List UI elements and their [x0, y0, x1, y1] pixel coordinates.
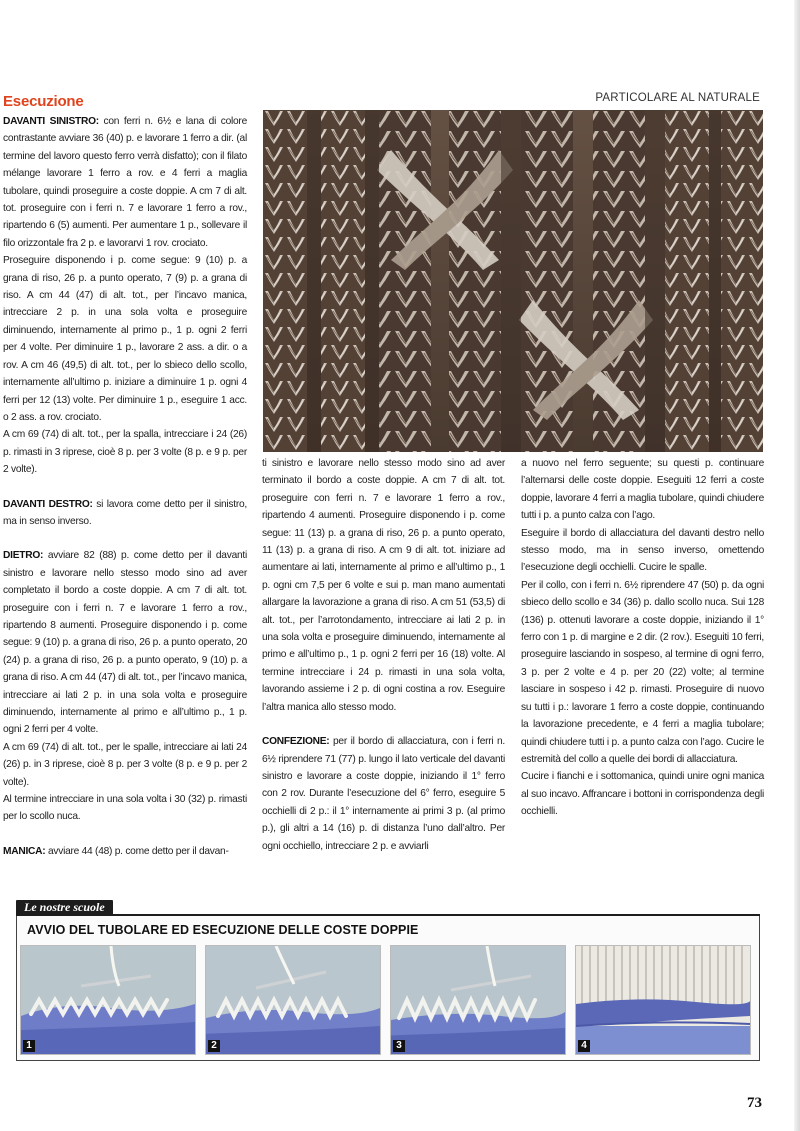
section-title: Esecuzione [3, 93, 84, 110]
body-paragraph: A cm 69 (74) di alt. tot., per la spalla, intrecciare i 24 (26) p. rimasti in 3 riprese, cioè 8 p. per 3 volte (8 p. e 9 p. per 2 volte). [3, 429, 247, 476]
davanti-sinistro-text: con ferri n. 6½ e lana di colore contrastante avviare 36 (40) p. e lavorare 1 ferro a dir. (al termine del lavoro questo ferro verrà disfatto); con il filato mélange lavorare 1 ferro a rov. e 4 ferri a maglia tubolare, quindi proseguire a coste doppie. A cm 7 di alt. tot. proseguire con i ferri n. 7 e lavorare 1 ferro a rov., ripartendo 6 (5) aumenti. Per aumentare 1 p., sollevare il filo orizzontale fra 2 p. e lavorarvi 1 rov. crociato. [3, 116, 247, 249]
column-middle [262, 455, 505, 855]
step-number: 2 [208, 1040, 220, 1052]
body-paragraph: Per il collo, con i ferri n. 6½ riprendere 47 (50) p. da ogni sbieco dello scollo e 34 (36) p. dallo scollo nuca. Sui 128 (136) p. ottenuti lavorare a coste doppie, iniziando il 1° ferro con 1 p. di margine e 2 dir. (2 rov.). Eseguiti 10 ferri, proseguire lasciando in sospeso, al termine di ogni ferro, 3 p. per 2 volte e 4 p. per 20 (22) volte; al termine lasciare in sospeso i 42 p. rimasti. Proseguire di nuovo su tutti i p.: lavorare 1 ferro a coste doppie, continuando la lavorazione precedente, e 4 ferri a maglia tubolare; quindi chiudere tutti i p. a punto calza con l’ago. Cucire le estremità del collo a quelle dei bordi di allacciatura. [521, 579, 764, 765]
manica-paragraph [3, 843, 247, 860]
tutorial-step-photo [205, 945, 381, 1055]
step-number: 3 [393, 1040, 405, 1052]
photo-caption: PARTICOLARE AL NATURALE [595, 92, 760, 104]
manica-text: avviare 44 (48) p. come detto per il davan- [45, 845, 229, 857]
body-paragraph: Al termine intrecciare in una sola volta i 30 (32) p. rimasti per lo scollo nuca. [3, 794, 247, 823]
step-number: 4 [578, 1040, 590, 1052]
body-paragraph: A cm 69 (74) di alt. tot., per le spalle, intrecciare ai lati 24 (26) p. in 3 riprese, cioè 8 p. per 3 volte (8 p. e 9 p. per 2 volte). [3, 741, 247, 788]
davanti-destro-label: DAVANTI DESTRO: [3, 498, 93, 510]
dietro-text: avviare 82 (88) p. come detto per il davanti sinistro e lavorare nello stesso modo sino ad aver completato il bordo a coste doppie. A cm 7 di alt. tot. proseguire con i ferri n. 7 e lavorare 1 ferro a rov., ripartendo 8 aumenti. Proseguire disponendo i p. come segue: 9 (10) p. a grana di riso, 26 p. a punto operato, 20 (24) p. a grana di riso, 26 p. a punto operato, 9 (10) p. a grana di riso. A cm 44 (47) di alt. tot., per l’incavo manica, intrecciare ai lati 2 p. in una sola volta e proseguire diminuendo, internamente al primo e all’ultimo p., 1 p. ogni 2 ferri per 4 volte. [3, 550, 247, 736]
confezione-label: CONFEZIONE: [262, 736, 330, 748]
step-number: 1 [23, 1040, 35, 1052]
body-paragraph: ti sinistro e lavorare nello stesso modo sino ad aver terminato il bordo a coste doppie. A cm 7 di alt. tot. proseguire con ferri n. 7 e lavorare 1 ferro a rov., ripartendo 4 aumenti. Proseguire disponendo i p. come segue: 11 (13) p. a grana di riso, 26 p. a punto operato, 11 (13) p. a grana di riso. A cm 9 di alt. tot. iniziare ad aumentare ai lati, internamente al primo e all’ultimo p., 1 p. ogni cm 7,5 per 6 volte e sui p. man mano aumentati allargare la lavorazione a grana di riso. A cm 51 (53,5) di alt. tot., per l’arrotondamento, intrecciare ai lati 2 p. in una sola volta e proseguire diminuendo, internamente al primo e all’ultimo p., 1 p. ogni 2 ferri per 16 (18) volte. Al termine intrecciare i 24 p. rimasti in una sola volta, lavorando assieme i 2 p. di ogni costina a rov. Eseguire l’altra manica allo stesso modo. [262, 458, 505, 713]
manica-label: MANICA: [3, 845, 46, 857]
davanti-sinistro-label: DAVANTI SINISTRO: [3, 116, 99, 127]
confezione-paragraph [262, 733, 505, 855]
body-paragraph: Eseguire il bordo di allacciatura del davanti destro nello stesso modo, ma in senso inverso, omettendo l’esecuzione degli occhielli. Cucire le spalle. [521, 527, 764, 574]
tutorial-step-photo [575, 945, 751, 1055]
davanti-destro-text: si lavora come detto per il sinistro, ma in senso inverso. [3, 498, 247, 527]
dietro-paragraph [3, 547, 247, 738]
tutorial-step-photo [390, 945, 566, 1055]
confezione-text: per il bordo di allacciatura, con i ferri n. 6½ riprendere 71 (77) p. lungo il lato verticale del davanti sinistro e lavorare a coste doppie, iniziando il 1° ferro con 2 rov. Durante l’esecuzione del 6° ferro, eseguire 5 occhielli di 2 p.: il 1° internamente ai primi 3 p. (al primo p.), gli altri a 14 (16) p. di distanza l’uno dall’altro. Per ogni occhiello, intrecciare 2 p. e avviarli [262, 736, 505, 852]
dietro-label: DIETRO: [3, 550, 44, 562]
school-tab: Le nostre scuole [16, 900, 113, 915]
body-paragraph: Cucire i fianchi e i sottomanica, quindi unire ogni manica al suo incavo. Affrancare i bottoni in corrispondenza degli occhielli. [521, 771, 764, 818]
page-number: 73 [747, 1095, 762, 1111]
knit-detail-photo [263, 110, 763, 452]
school-divider [16, 914, 760, 916]
column-right [521, 455, 764, 821]
column-left [3, 113, 247, 860]
davanti-destro-paragraph [3, 496, 247, 531]
tutorial-step-photo [20, 945, 196, 1055]
body-paragraph: a nuovo nel ferro seguente; su questi p. continuare l’alternarsi delle coste doppie. Eseguiti 12 ferri a coste doppie, lavorare 4 ferri a maglia tubolare, quindi chiudere tutti i p. a punto calza con l’ago. [521, 458, 764, 522]
school-heading: AVVIO DEL TUBOLARE ED ESECUZIONE DELLE COSTE DOPPIE [27, 923, 419, 937]
page-edge [794, 0, 800, 1131]
body-paragraph: Proseguire disponendo i p. come segue: 9 (10) p. a grana di riso, 26 p. a punto operato, 7 (9) p. a grana di riso. A cm 44 (47) di alt. tot., per l’incavo manica, intrecciare 2 p. in una sola volta e proseguire diminuendo, internamente al primo p., 1 p. ogni 2 ferri per 4 volte. Per diminuire 1 p., lavorare 2 ass. a dir. o a rov. A cm 46 (49,5) di alt. tot., per lo sbieco dello scollo, internamente all’ultimo p. iniziare a diminuire 1 p. ogni 4 ferri per 12 (13) volte. Per diminuire 1 p., eseguire 1 acc. o 2 ass. a rov. crociato. [3, 255, 247, 423]
davanti-sinistro-paragraph [3, 113, 247, 252]
